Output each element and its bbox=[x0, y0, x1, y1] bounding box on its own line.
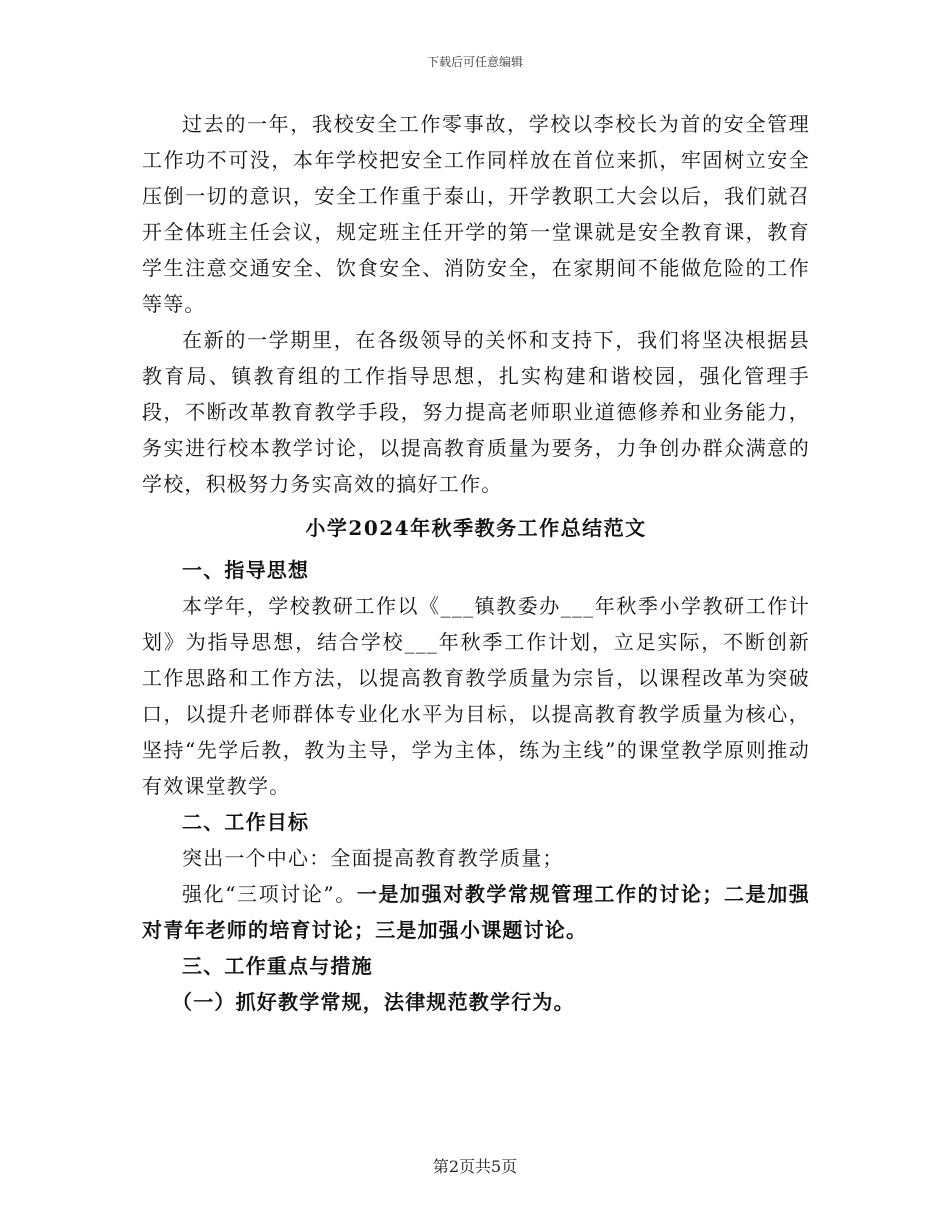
document-title: 小学2024年秋季教务工作总结范文 bbox=[305, 516, 647, 540]
subsection-heading-teaching-routine: （一）抓好教学常规，法律规范教学行为。 bbox=[172, 990, 575, 1014]
page-number-footer: 第2页共5页 bbox=[432, 1157, 518, 1176]
section-heading-key-measures: 三、工作重点与措施 bbox=[182, 954, 373, 978]
paragraph-guiding-thought: 本学年，学校教研工作以《___镇教委办___年秋季小学教研工作计划》为指导思想，结合学校___年秋季工作计划，立足实际，不断创新工作思路和工作方法，以提高教育教学质量为宗旨，以课程改革为突破口，以提升老师群体专业化水平为目标，以提高教育教学质量为核心，坚持“先学后教，教为主导，学为主体，练为主线”的课堂教学原则推动有效课堂教学。 bbox=[142, 594, 810, 798]
paragraph-work-goal-center: 突出一个中心：全面提高教育教学质量； bbox=[182, 846, 564, 870]
work-goal-research-bold: 一是加强对教学常规管理工作的讨论；二是加强对青年老师的培育讨论；三是加强小课题讨论。 bbox=[142, 882, 811, 942]
header-note: 下载后可任意编辑 bbox=[426, 55, 523, 69]
document-body bbox=[142, 106, 810, 1020]
paragraph-new-semester: 在新的一学期里，在各级领导的关怀和支持下，我们将坚决根据县教育局、镇教育组的工作指导思想，扎实构建和谐校园，强化管理手段，不断改革教育教学手段，努力提高老师职业道德修养和业务能力，务实进行校本教学讨论，以提高教育质量为要务，力争创办群众满意的学校，积极努力务实高效的搞好工作。 bbox=[142, 328, 810, 496]
paragraph-safety: 过去的一年，我校安全工作零事故，学校以李校长为首的安全管理工作功不可没，本年学校把安全工作同样放在首位来抓，牢固树立安全压倒一切的意识，安全工作重于泰山，开学教职工大会以后，我们就召开全体班主任会议，规定班主任开学的第一堂课就是安全教育课，教育学生注意交通安全、饮食安全、消防安全，在家期间不能做危险的工作等等。 bbox=[142, 112, 810, 316]
section-heading-guiding-thought: 一、指导思想 bbox=[182, 558, 310, 582]
paragraph-work-goal-research bbox=[142, 876, 810, 948]
work-goal-research-prefix: 强化“三项讨论”。 bbox=[182, 882, 357, 906]
section-heading-work-goals: 二、工作目标 bbox=[182, 810, 310, 834]
